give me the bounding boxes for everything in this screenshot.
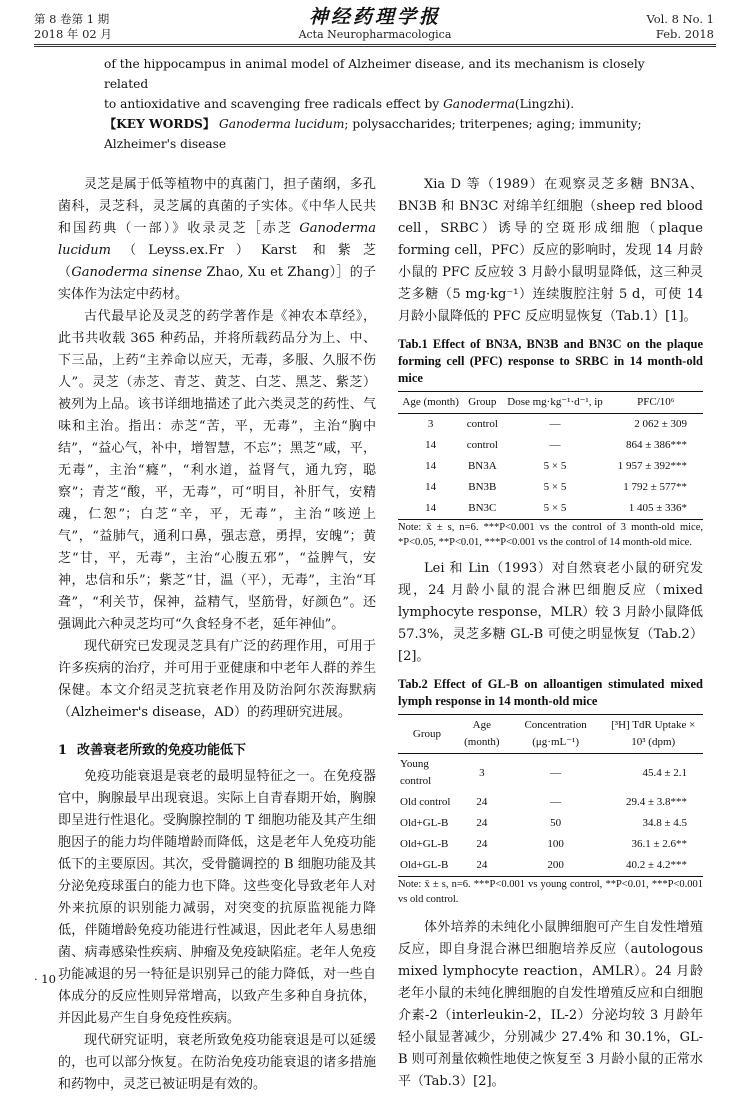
- section-number: 1: [58, 743, 68, 758]
- table-header-cell: Group: [398, 715, 456, 754]
- section-title: 改善衰老所致的免疫功能低下: [77, 743, 247, 758]
- table-row: 14 BN3A 5 × 5 1 957 ± 392***: [425, 460, 687, 472]
- table-header-cell: Group: [463, 392, 501, 414]
- table-header-cell: Dose mg·kg⁻¹·d⁻¹, ip: [501, 392, 608, 414]
- right-column: [398, 174, 703, 1093]
- running-head-right: [646, 12, 714, 42]
- header-rule: [34, 44, 716, 45]
- paragraph: 灵芝是属于低等植物中的真菌门，担子菌纲，多孔菌科，灵芝科，灵芝属的真菌的子实体。《中华人民共和国药典（一部）》收录灵芝［赤芝 Ganoderma lucidum（Leyss.ex.Fr）Karst 和紫芝（Ganoderma sinense Zhao, Xu et Zhang）］的子实体作为法定中药材。: [58, 177, 376, 302]
- table2-note: Note: x̄ ± s, n=6. ***P<0.001 vs young control, **P<0.01, ***P<0.001 vs old control.: [398, 879, 703, 905]
- left-column: [58, 174, 376, 1096]
- volume-line: Vol. 8 No. 1: [646, 12, 714, 26]
- abstract-continuation: [104, 54, 664, 154]
- table-header-cell: PFC/10⁶: [609, 392, 703, 414]
- table-row: Old control 24 — 29.4 ± 3.8***: [400, 796, 687, 808]
- keywords-line2: Alzheimer's disease: [104, 137, 227, 151]
- section-heading: [58, 740, 376, 762]
- table-header-cell: Concentration (μg·mL⁻¹): [508, 715, 604, 754]
- journal-title-cn: 神经药理学报: [308, 6, 441, 28]
- page-number: · 10 ·: [34, 972, 64, 986]
- paragraph: 现代研究已发现灵芝具有广泛的药理作用，可用于许多疾病的治疗，并可用于亚健康和中老年人群的养生保健。本文介绍灵芝抗衰老作用及防治阿尔茨海默病（Alzheimer's disease，AD）的药理研究进展。: [58, 639, 376, 720]
- table1: [398, 391, 703, 520]
- table-row: 14 control — 864 ± 386***: [425, 439, 687, 451]
- paragraph: 体外培养的未纯化小鼠脾细胞可产生自发性增殖反应，即自身混合淋巴细胞培养反应（autologous mixed lymphocyte reaction，AMLR）。24 月龄老年小鼠的未纯化脾细胞的自发性增殖反应和白细胞介素-2（interleukin-2，IL-2）分泌均较 3 月龄年轻小鼠显著减少，分别减少 27.4% 和 30.1%，GL-B 则可剂量依赖性地使之恢复至 3 月龄小鼠的正常水平（Tab.3）[2]。: [398, 920, 703, 1089]
- paragraph: 古代最早论及灵芝的药学著作是《神农本草经》，此书共收载 365 种药品，并将所载药品分为上、中、下三品，上药“主养命以应天，无毒，多服、久服不伤人”。灵芝（赤芝、青芝、黄芝、白芝、黑芝、紫芝）被列为上品。该书详细地描述了此六类灵芝的药性、气味和主治。指出：赤芝“苦，平，无毒”，主治“胸中结”，“益心气，补中，增智慧，不忘”；黑芝“咸，平，无毒”，主治“癃”，“利水道，益肾气，通九窍，聪察”；青芝“酸，平，无毒”，可“明目，补肝气，安精魂，仁恕”；白芝“辛，平，无毒”，主治“咳逆上气”，“益肺气，通利口鼻，强志意，勇捍，安魄”；黄芝“甘，平，无毒”，主治“心腹五邪”，“益脾气，安神，忠信和乐”；紫芝“甘，温（平），无毒”，主治“耳聋”，“利关节，保神，益精气，坚筋骨，好颜色”。还强调此六种灵芝均可“久食轻身不老，延年神仙”。: [58, 309, 376, 632]
- table2: [398, 714, 703, 877]
- paragraph: 免疫功能衰退是衰老的最明显特征之一。在免疫器官中，胸腺最早出现衰退。实际上自青春期开始，胸腺即呈进行性退化。受胸腺控制的 T 细胞功能及其产生细胞因子的能力均伴随增龄而降低，这是老年人免疫功能低下的主要原因。其次，受骨髓调控的 B 细胞功能及其分泌免疫球蛋白的能力也下降。这些变化导致老年人对外来抗原的识别能力减弱，对突变的抗原监视能力降低，伴随增龄免疫功能进行性减退，因此老年人易患细菌、病毒感染性疾病、肿瘤及免疫缺陷症。老年人免疫功能减退的另一特征是识别异己的能力降低，对一些自体成分的反应性则异常增高，以致产生多种自身抗体，并因此易产生自身免疫性疾病。: [58, 769, 376, 1026]
- keywords-label: 【KEY WORDS】: [104, 117, 216, 131]
- table1-caption: Tab.1 Effect of BN3A, BN3B and BN3C on the plaque forming cell (PFC) response to SRBC in 14 month-old mice: [398, 337, 703, 385]
- table1-note: Note: x̄ ± s, n=6. ***P<0.001 vs the control of 3 month-old mice, *P<0.05, **P<0.01, ***P<0.001 vs the control of 14 month-old mice.: [398, 522, 703, 548]
- table-row: Old+GL-B 24 200 40.2 ± 4.2***: [398, 855, 703, 877]
- date-line: 2018 年 02 月: [34, 27, 112, 41]
- table-header-cell: Age (month): [398, 392, 463, 414]
- table-row: Old+GL-B 24 100 36.1 ± 2.6**: [400, 838, 687, 850]
- keywords: 【KEY WORDS】 Ganoderma lucidum; polysaccharides; triterpenes; aging; immunity;: [104, 117, 642, 131]
- paragraph: Lei 和 Lin（1993）对自然衰老小鼠的研究发现，24 月龄小鼠的混合淋巴细胞反应（mixed lymphocyte response，MLR）较 3 月龄小鼠降低 57.3%，灵芝多糖 GL-B 可使之明显恢复（Tab.2）[2]。: [398, 561, 703, 664]
- abstract-line: of the hippocampus in animal model of Alzheimer disease, and its mechanism is closely related: [104, 57, 645, 91]
- table-row: 14 BN3B 5 × 5 1 792 ± 577**: [425, 481, 687, 493]
- table-header-row: [398, 392, 703, 414]
- paragraph: 现代研究证明，衰老所致免疫功能衰退是可以延缓的，也可以部分恢复。在防治免疫功能衰退的诸多措施和药物中，灵芝已被证明是有效的。: [58, 1033, 376, 1092]
- table-row: 3 control — 2 062 ± 309: [427, 418, 687, 430]
- table-row: Old+GL-B 24 50 34.8 ± 4.5: [400, 817, 687, 829]
- issue-line: 第 8 卷第 1 期: [34, 12, 110, 26]
- table-header-cell: Age (month): [456, 715, 508, 754]
- table2-caption: Tab.2 Effect of GL-B on alloantigen stimulated mixed lymph response in 14 month-old mice: [398, 677, 703, 708]
- abstract-line: to antioxidative and scavenging free radicals effect by Ganoderma(Lingzhi).: [104, 97, 575, 111]
- table-row: Young control 3 — 45.4 ± 2.1: [400, 758, 687, 787]
- journal-masthead: [0, 6, 750, 42]
- journal-title-en: Acta Neuropharmacologica: [298, 28, 452, 41]
- header-rule-thin: [34, 46, 716, 47]
- paragraph: Xia D 等（1989）在观察灵芝多糖 BN3A、BN3B 和 BN3C 对绵羊红细胞（sheep red blood cell，SRBC）诱导的空斑形成细胞（plaque forming cell，PFC）反应的影响时，发现 14 月龄小鼠的 PFC 反应较 3 月龄小鼠明显降低，这三种灵芝多糖（5 mg·kg⁻¹）连续腹腔注射 5 d，可使 14 月龄小鼠降低的 PFC 反应明显恢复（Tab.1）[1]。: [398, 177, 703, 324]
- table-header-row: [398, 715, 703, 754]
- table-header-cell: [³H] TdR Uptake × 10³ (dpm): [603, 715, 703, 754]
- table-row: 14 BN3C 5 × 5 1 405 ± 336*: [398, 498, 703, 520]
- month-line: Feb. 2018: [655, 27, 714, 41]
